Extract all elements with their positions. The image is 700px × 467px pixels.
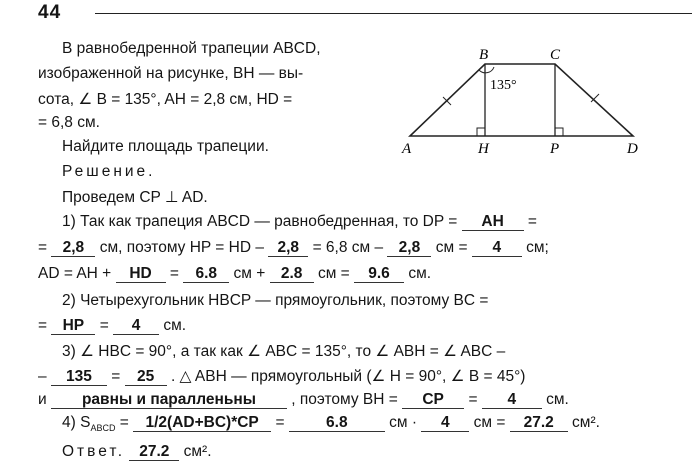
answer-hp-sub: 2,8 — [387, 239, 431, 257]
step1-line3: AD = AH + HD = 6.8 см + 2.8 см = 9.6 см. — [38, 265, 432, 282]
angle-label: 135° — [490, 78, 517, 93]
label-p: P — [550, 141, 560, 157]
final-answer: Ответ. 27.2 см². — [62, 443, 212, 460]
label-d: D — [627, 141, 638, 157]
label-a: A — [402, 141, 412, 157]
problem-line-3: сота, ∠ B = 135°, AH = 2,8 см, HD = — [38, 91, 293, 108]
answer-angle-abh: 25 — [125, 368, 167, 386]
answer-dp: AH — [462, 213, 524, 231]
step3-line3: и равны и паралленьны , поэтому BH = CP = 4 см. — [38, 391, 569, 408]
step3-line1: 3) ∠ HBC = 90°, а так как ∠ ABC = 135°, то ∠ ABH = ∠ ABC – — [62, 343, 506, 360]
right-angle-p — [555, 128, 563, 136]
answer-135: 135 — [51, 368, 107, 386]
answer-bc-term: HP — [51, 317, 95, 335]
answer-hd-sub: 2,8 — [268, 239, 308, 257]
answer-ad-term: HD — [116, 265, 166, 283]
problem-line-2: изображенной на рисунке, BH — вы- — [38, 65, 304, 82]
answer-bh-term: CP — [402, 391, 464, 409]
label-c: C — [550, 47, 561, 63]
trapezoid-outline — [410, 64, 633, 136]
answer-area-4: 4 — [421, 414, 469, 432]
header-rule — [95, 13, 692, 14]
area-subscript: ABCD — [90, 423, 116, 434]
problem-line-4: = 6,8 см. — [38, 114, 100, 131]
right-angle-h — [477, 128, 485, 136]
answer-ad-68: 6.8 — [183, 265, 229, 283]
problem-question: Найдите площадь трапеции. — [62, 138, 269, 155]
answer-sides-relation: равны и паралленьны — [51, 391, 287, 409]
step3-line2: – 135 = 25 . △ ABH — прямоугольный (∠ H = 90°, ∠ B = 45°) — [38, 368, 526, 385]
answer-ad-28: 2.8 — [270, 265, 314, 283]
label-b: B — [479, 47, 489, 63]
step1-line2: = 2,8 см, поэтому HP = HD – 2,8 = 6,8 см – 2,8 см = 4 см; — [38, 239, 549, 256]
page-number: 44 — [38, 2, 62, 23]
solution-heading: Решение. — [62, 163, 156, 180]
problem-line-1: В равнобедренной трапеции ABCD, — [62, 40, 321, 57]
answer-bh-value: 4 — [482, 391, 542, 409]
solution-construct: Проведем CP ⊥ AD. — [62, 189, 208, 206]
step2-line1: 2) Четырехугольник HBCP — прямоугольник, поэтому BC = — [62, 292, 489, 309]
step2-line2: = HP = 4 см. — [38, 317, 187, 334]
step4-line: 4) $S_{ABCD} = 1/2(AD+BC)*CP = 6.8$ см · 4 см = 27.2 см². — [62, 414, 600, 434]
answer-final-value: 27.2 — [129, 443, 179, 461]
label-h: H — [478, 141, 489, 157]
answer-ad-value: 9.6 — [354, 265, 404, 283]
answer-area-68: 6.8 — [289, 414, 385, 432]
step1-line1: 1) Так как трапеция ABCD — равнобедренная, то DP = AH = — [62, 213, 537, 230]
answer-bc-value: 4 — [113, 317, 159, 335]
answer-dp-value: 2,8 — [51, 239, 95, 257]
answer-area-value: 27.2 — [510, 414, 568, 432]
answer-hp-value: 4 — [472, 239, 522, 257]
answer-area-formula: 1/2(AD+BC)*CP — [133, 414, 271, 432]
trapezoid-figure — [395, 40, 655, 160]
